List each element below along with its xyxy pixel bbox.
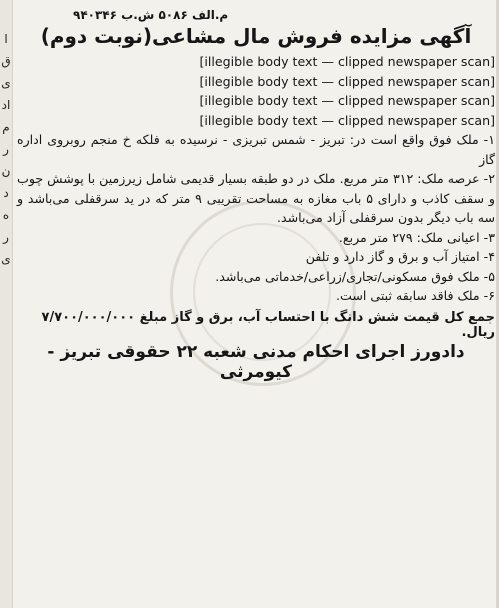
- item-usage: ۵- ملک فوق مسکونی/تجاری/زراعی/خدماتی می‌باشد.: [215, 268, 495, 284]
- edge-char: ر: [3, 230, 9, 244]
- ad-body: [17, 52, 495, 306]
- ad-code: م.الف ۵۰۸۶ ش.ب ۹۴۰۳۴۶: [73, 8, 229, 22]
- adjacent-column-edge: [0, 0, 13, 608]
- item-registration: ۶- ملک فاقد سابقه ثبتی است.: [335, 288, 495, 303]
- edge-char: اد: [1, 98, 11, 112]
- edge-char: ق: [1, 54, 11, 68]
- edge-char: ی: [1, 76, 11, 90]
- edge-char: ی: [1, 252, 11, 266]
- issuing-office: دادورز اجرای احکام مدنی شعبه ۲۲ حقوقی تبریز - کیومرثی: [47, 341, 465, 382]
- body-paragraph: [illegible body text — clipped newspaper scan]: [199, 93, 495, 108]
- body-paragraph: [illegible body text — clipped newspaper scan]: [199, 54, 495, 69]
- edge-char: م: [2, 120, 10, 134]
- ad-content: [17, 4, 495, 604]
- body-paragraph: [illegible body text — clipped newspaper scan]: [199, 73, 495, 89]
- body-paragraph: [illegible body text — clipped newspaper scan]: [199, 112, 495, 128]
- edge-char: ه: [2, 208, 10, 222]
- edge-char: د: [3, 186, 9, 200]
- edge-char: ا: [4, 32, 8, 46]
- item-building-area: ۳- اعیانی ملک: ۲۷۹ متر مربع.: [338, 229, 495, 245]
- edge-char: ن: [1, 164, 11, 178]
- item-location: ۱- ملک فوق واقع است در: تبریز - شمس تبریزی - نرسیده به فلکه خ منجم روبروی اداره گاز: [17, 132, 495, 167]
- edge-char: ر: [3, 142, 9, 156]
- total-price: جمع کل قیمت شش دانگ با احتساب آب، برق و گاز مبلغ ۷/۷۰۰/۰۰۰/۰۰۰ ریال.: [41, 309, 495, 340]
- item-utilities: ۴- امتیاز آب و برق و گاز دارد و تلفن: [305, 249, 495, 264]
- ad-title: آگهی مزایده فروش مال مشاعی(نوبت دوم): [40, 24, 472, 48]
- item-land-area: ۲- عرصه ملک: ۳۱۲ متر مربع. ملک در دو طبقه بسیار قدیمی شامل زیرزمین با پوشش چوب و سقف کاذب و دارای ۵ باب مغازه به مساحت تقریبی ۹ متر که در ید سرقفلی می‌باشد و سه باب دیگر بدون سرقفلی آزاد می‌باشد.: [17, 171, 495, 225]
